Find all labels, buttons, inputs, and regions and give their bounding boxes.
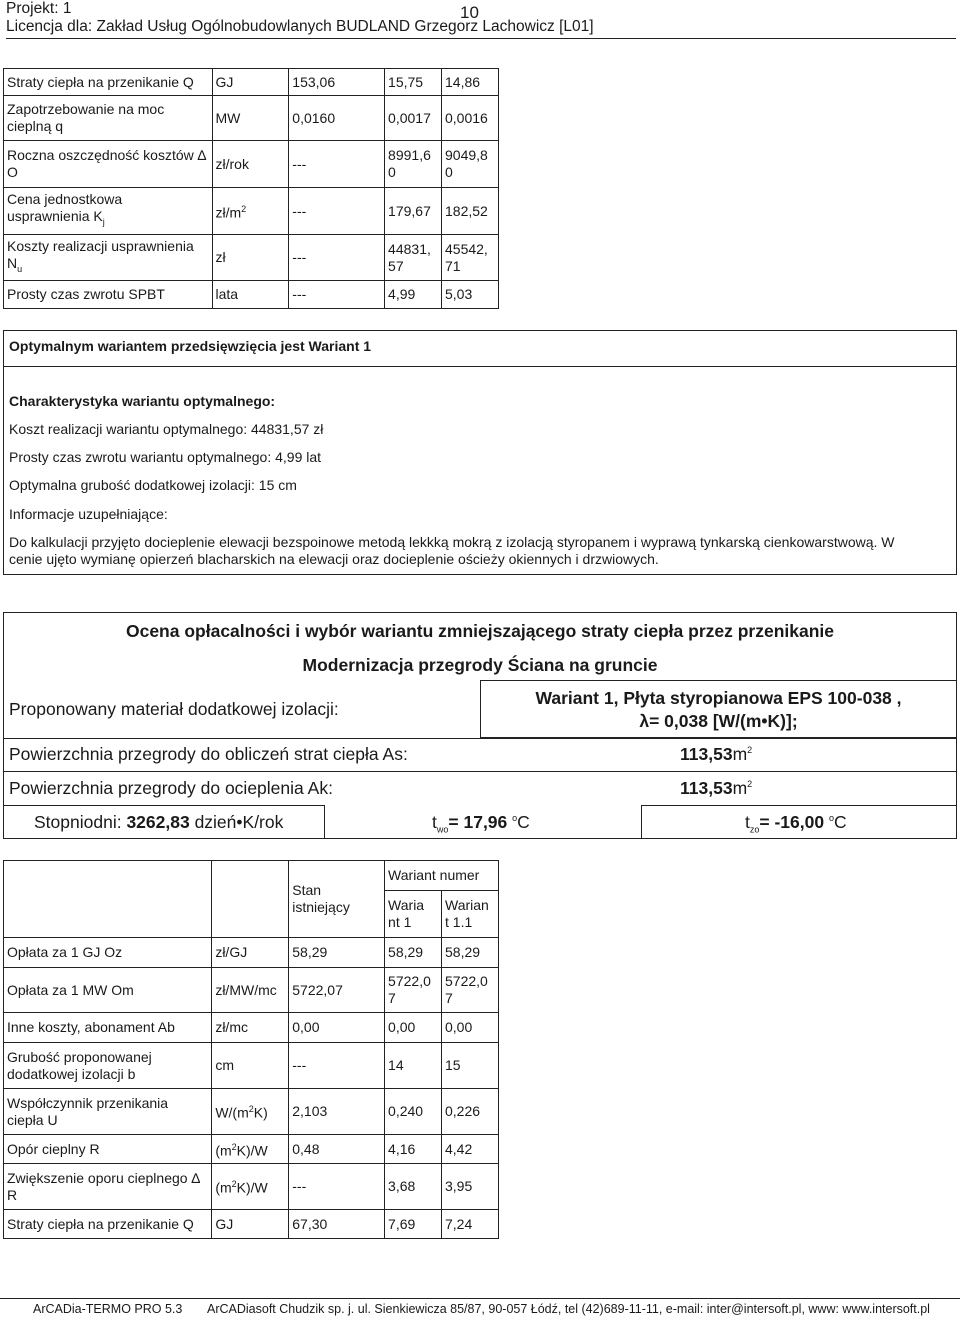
row-value: 15,75: [385, 69, 442, 96]
table-header-row: [4, 861, 499, 891]
table-row: [4, 281, 499, 309]
row-label: Zwiększenie oporu cieplnego ∆ R: [4, 1164, 212, 1210]
material-value-line2: λ= 0,038 [W/(m•K)];: [639, 711, 798, 731]
optimal-thickness-text: Optymalna grubość dodatkowej izolacji: 15 cm: [9, 477, 297, 493]
row-value: 4,99: [385, 281, 442, 309]
row-value: 0,0017: [385, 96, 442, 141]
table-row: [4, 188, 499, 235]
material-label: Proponowany materiał dodatkowej izolacji:: [9, 699, 339, 719]
row-label: Cena jednostkowa usprawnienia $K_j$: [4, 188, 213, 235]
header-variant-1-1: Warian t 1.1: [442, 891, 499, 938]
row-value: 179,67: [385, 188, 442, 235]
row-value: 0,0160: [289, 96, 385, 141]
row-unit: zł/mc: [212, 1013, 289, 1043]
row-unit: cm: [212, 1043, 289, 1089]
row-unit: GJ: [212, 1210, 289, 1239]
header-blank: [212, 861, 289, 938]
row-label: Straty ciepła na przenikanie Q: [4, 1210, 212, 1239]
row-value: 58,29: [385, 938, 442, 968]
results-table: [3, 68, 499, 309]
row-unit: zł/MW/mc: [212, 968, 289, 1013]
table-row: [4, 1013, 499, 1043]
t-wo: $t_{wo}= 17,96$ $^o$C: [432, 812, 530, 835]
row-label: Straty ciepła na przenikanie Q: [4, 69, 213, 96]
area-as-value: $113,53m^2$: [680, 744, 753, 764]
table-row: [4, 1210, 499, 1239]
row-value: 0,0016: [442, 96, 499, 141]
row-unit: GJ: [212, 69, 289, 96]
header-rule: [6, 38, 956, 39]
row-value: 14,86: [442, 69, 499, 96]
row-label: Prosty czas zwrotu SPBT: [4, 281, 213, 309]
area-as-label: Powierzchnia przegrody do obliczeń strat ciepła As:: [9, 744, 408, 764]
row-label: Opłata za 1 GJ Oz: [4, 938, 212, 968]
t-zo: $t_{zo}= -16,00$ $^o$C: [745, 812, 847, 835]
area-as-top-rule: [3, 738, 957, 739]
row-value: 14: [385, 1043, 442, 1089]
row-label: Koszty realizacji usprawnienia $N_u$: [4, 235, 213, 281]
assessment-title: Ocena opłacalności i wybór wariantu zmniejszającego straty ciepła przez przenikanie: [125, 621, 835, 641]
assessment-subtitle: Modernizacja przegrody Ściana na gruncie: [302, 655, 658, 675]
table-row: [4, 235, 499, 281]
row-value: ---: [289, 235, 385, 281]
footer-company: ArCADiasoft Chudzik sp. j. ul. Sienkiewicza 85/87, 90-057 Łódź, tel (42)689-11-11, e-mail: inter@intersoft.pl, www: www.intersoft.pl: [207, 1302, 930, 1316]
row-value: 182,52: [442, 188, 499, 235]
info-line-2: cenie ujęto wymianę opierzeń blacharskich na elewacji oraz docieplenie ościeży okiennych i drzwiowych.: [9, 551, 659, 567]
row-unit: lata: [212, 281, 289, 309]
table-row: [4, 1135, 499, 1164]
footer-program: ArCADia-TERMO PRO 5.3: [33, 1302, 183, 1316]
summary-divider: [3, 366, 957, 367]
row-value: 8991,6 0: [385, 141, 442, 188]
optimal-cost-text: Koszt realizacji wariantu optymalnego: 44831,57 zł: [9, 421, 324, 437]
header-variant-group: Wariant numer: [385, 861, 499, 891]
header-variant-1: Waria nt 1: [385, 891, 442, 938]
row-unit: zł/GJ: [212, 938, 289, 968]
row-value: ---: [289, 1043, 385, 1089]
row-value: 0,00: [385, 1013, 442, 1043]
row-unit: $(m^2K)/W$: [212, 1164, 289, 1210]
optimal-variant-text: Optymalnym wariantem przedsięwzięcia jest Wariant 1: [9, 338, 372, 354]
table-row: [4, 938, 499, 968]
table-row: [4, 141, 499, 188]
row-value: 67,30: [289, 1210, 385, 1239]
row-value: 5722,07: [289, 968, 385, 1013]
row-value: 0,240: [385, 1089, 442, 1135]
footer-rule: [0, 1298, 960, 1299]
page-number: 10: [460, 3, 479, 22]
characteristics-title: Charakterystyka wariantu optymalnego:: [9, 393, 276, 409]
row-value: 0,226: [442, 1089, 499, 1135]
degree-days: Stopniodni: 3262,83 dzień•K/rok: [34, 812, 284, 832]
row-value: ---: [289, 188, 385, 235]
row-label: Inne koszty, abonament Ab: [4, 1013, 212, 1043]
row-value: 3,68: [385, 1164, 442, 1210]
row-unit: zł/rok: [212, 141, 289, 188]
row-value: 2,103: [289, 1089, 385, 1135]
row-value: 5722,0 7: [385, 968, 442, 1013]
row-unit: $zł/m^2$: [212, 188, 289, 235]
area-ak-value: $113,53m^2$: [680, 778, 753, 798]
row-value: 44831, 57: [385, 235, 442, 281]
project-label: Projekt: 1: [6, 0, 72, 17]
table-row: [4, 69, 499, 96]
row-value: ---: [289, 281, 385, 309]
license-label: Licencja dla: Zakład Usług Ogólnobudowlanych BUDLAND Grzegorz Lachowicz [L01]: [6, 18, 594, 35]
row-value: 7,24: [442, 1210, 499, 1239]
row-value: 15: [442, 1043, 499, 1089]
row-value: 5,03: [442, 281, 499, 309]
optimal-payback-text: Prosty czas zwrotu wariantu optymalnego: 4,99 lat: [9, 449, 322, 465]
table-row: [4, 1089, 499, 1135]
row-value: 45542, 71: [442, 235, 499, 281]
header-blank: [4, 861, 212, 938]
area-ak-label: Powierzchnia przegrody do ocieplenia Ak:: [9, 778, 333, 798]
row-value: ---: [289, 141, 385, 188]
row-value: 58,29: [442, 938, 499, 968]
area-ak-top-rule: [3, 771, 957, 772]
row-value: 3,95: [442, 1164, 499, 1210]
table-row: [4, 96, 499, 141]
row-value: 5722,0 7: [442, 968, 499, 1013]
row-value: 0,00: [442, 1013, 499, 1043]
parameters-table: [3, 860, 499, 1239]
row-label: Zapotrzebowanie na moc cieplną q: [4, 96, 213, 141]
row-value: 4,16: [385, 1135, 442, 1164]
row-value: 9049,8 0: [442, 141, 499, 188]
row-value: 153,06: [289, 69, 385, 96]
row-value: 0,48: [289, 1135, 385, 1164]
table-row: [4, 968, 499, 1013]
row-label: Współczynnik przenikania ciepła U: [4, 1089, 212, 1135]
row-value: 4,42: [442, 1135, 499, 1164]
row-label: Opór cieplny R: [4, 1135, 212, 1164]
row-value: 7,69: [385, 1210, 442, 1239]
row-value: 0,00: [289, 1013, 385, 1043]
row-unit: $(m^2K)/W$: [212, 1135, 289, 1164]
row-value: 58,29: [289, 938, 385, 968]
row-value: ---: [289, 1164, 385, 1210]
row-unit: $W/(m^2K)$: [212, 1089, 289, 1135]
header-existing: Stan istniejący: [289, 861, 385, 938]
table-row: [4, 1164, 499, 1210]
row-unit: MW: [212, 96, 289, 141]
row-label: Roczna oszczędność kosztów ∆ O: [4, 141, 213, 188]
row-label: Grubość proponowanej dodatkowej izolacji b: [4, 1043, 212, 1089]
row-label: Opłata za 1 MW Om: [4, 968, 212, 1013]
row-unit: zł: [212, 235, 289, 281]
material-value-line1: Wariant 1, Płyta styropianowa EPS 100-038 ,: [535, 688, 902, 708]
info-line-1: Do kalkulacji przyjęto docieplenie elewacji bezspoinowe metodą lekkką mokrą z izolacją styropanem i wyprawą tynkarską cienkowarstwową. W: [9, 534, 895, 550]
info-title: Informacje uzupełniające:: [9, 506, 168, 522]
table-row: [4, 1043, 499, 1089]
